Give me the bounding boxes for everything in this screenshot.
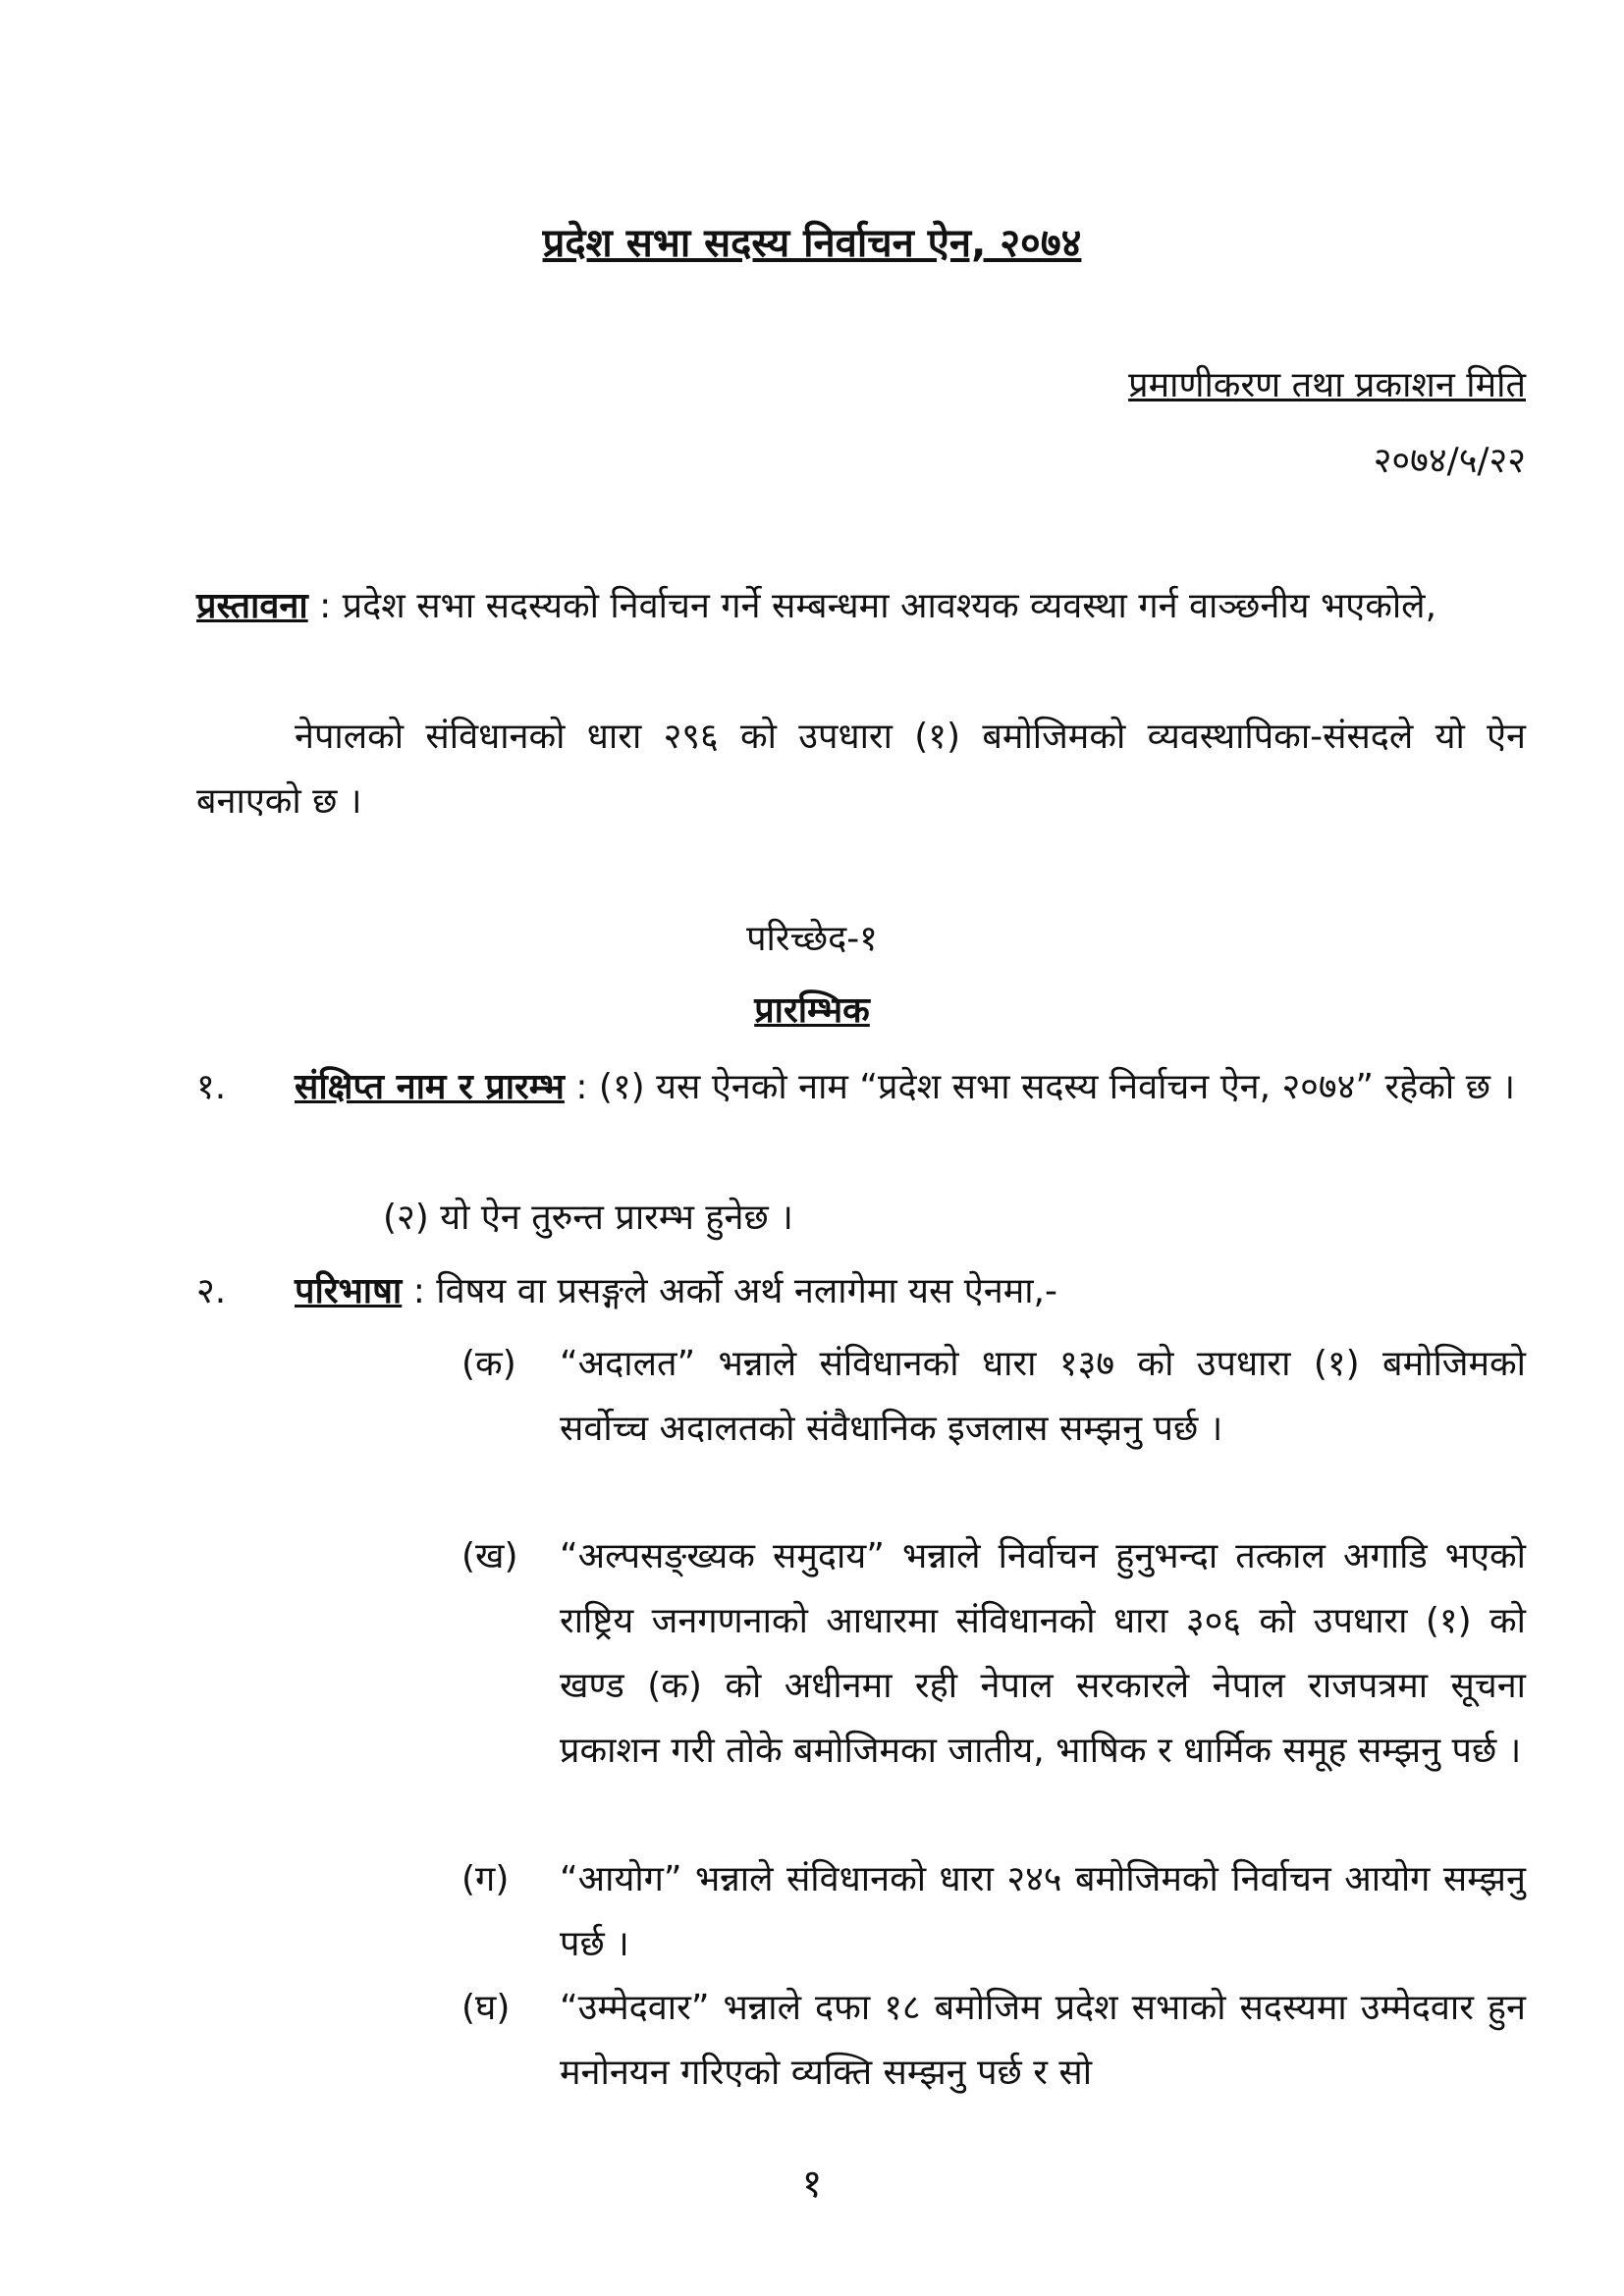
definition-ka	[461, 1332, 1526, 1462]
authentication-date: २०७४/५/२२	[1373, 441, 1526, 481]
definition-text: “उम्मेदवार” भन्नाले दफा १८ बमोजिम प्रदेश सभाको सदस्यमा उम्मेदवार हुन मनोनयन गरिएको व्यक्ति सम्झनु पर्छ र सो	[560, 1988, 1526, 2093]
preamble	[196, 574, 1526, 639]
definition-text: “अल्पसङ्ख्यक समुदाय” भन्नाले निर्वाचन हुनुभन्दा तत्काल अगाडि भएको राष्ट्रिय जनगणनाको आधारमा संविधानको धारा ३०६ को उपधारा (१) को खण्ड (क) को अधीनमा रही नेपाल सरकारले नेपाल राजपत्रमा सूचना प्रकाशन गरी तोके बमोजिमका जातीय, भाषिक र धार्मिक समूह सम्झनु पर्छ ।	[560, 1536, 1526, 1771]
section-1	[196, 1055, 1526, 1120]
preamble-heading: प्रस्तावना	[196, 586, 308, 626]
preamble-enactment: नेपालको संविधानको धारा २९६ को उपधारा (१) बमोजिमको व्यवस्थापिका-संसदले यो ऐन बनाएको छ ।	[196, 717, 1526, 822]
definition-gha	[461, 1976, 1526, 2106]
preamble-separator: :	[307, 586, 343, 626]
section-1-subsection-2: (२) यो ऐन तुरुन्त प्रारम्भ हुनेछ ।	[383, 1198, 793, 1238]
section-text: : विषय वा प्रसङ्गले अर्को अर्थ नलागेमा यस ऐनमा,-	[402, 1271, 1057, 1311]
section-heading: परिभाषा	[295, 1271, 403, 1311]
definition-mark: (ग)	[461, 1859, 510, 1899]
page-number: १	[801, 2162, 823, 2207]
chapter-label: परिच्छेद-१	[746, 919, 878, 959]
section-text: : (१) यस ऐनको नाम “प्रदेश सभा सदस्य निर्वाचन ऐन, २०७४” रहेको छ ।	[564, 1067, 1516, 1107]
section-number: १.	[196, 1067, 227, 1107]
definition-mark: (घ)	[461, 1988, 511, 2028]
definition-mark: (ख)	[461, 1536, 518, 1576]
definition-text: “अदालत” भन्नाले संविधानको धारा १३७ को उपधारा (१) बमोजिमको सर्वोच्च अदालतको संवैधानिक इजलास सम्झनु पर्छ ।	[560, 1344, 1526, 1449]
section-number: २.	[196, 1271, 227, 1311]
section-2	[196, 1259, 1526, 1324]
definition-mark: (क)	[461, 1344, 516, 1384]
section-heading: संक्षिप्त नाम र प्रारम्भ	[295, 1067, 565, 1107]
definition-text: “आयोग” भन्नाले संविधानको धारा २४५ बमोजिमको निर्वाचन आयोग सम्झनु पर्छ ।	[560, 1859, 1526, 1964]
chapter-title: प्रारम्भिक	[754, 990, 870, 1031]
document-title: प्रदेश सभा सदस्य निर्वाचन ऐन, २०७४	[542, 221, 1082, 266]
authentication-label: प्रमाणीकरण तथा प्रकाशन मिति	[1128, 365, 1526, 405]
preamble-text: प्रदेश सभा सदस्यको निर्वाचन गर्ने सम्बन्धमा आवश्यक व्यवस्था गर्न वाञ्छनीय भएकोले,	[342, 586, 1437, 626]
definition-ga	[461, 1847, 1526, 1977]
definition-kha	[461, 1524, 1526, 1784]
